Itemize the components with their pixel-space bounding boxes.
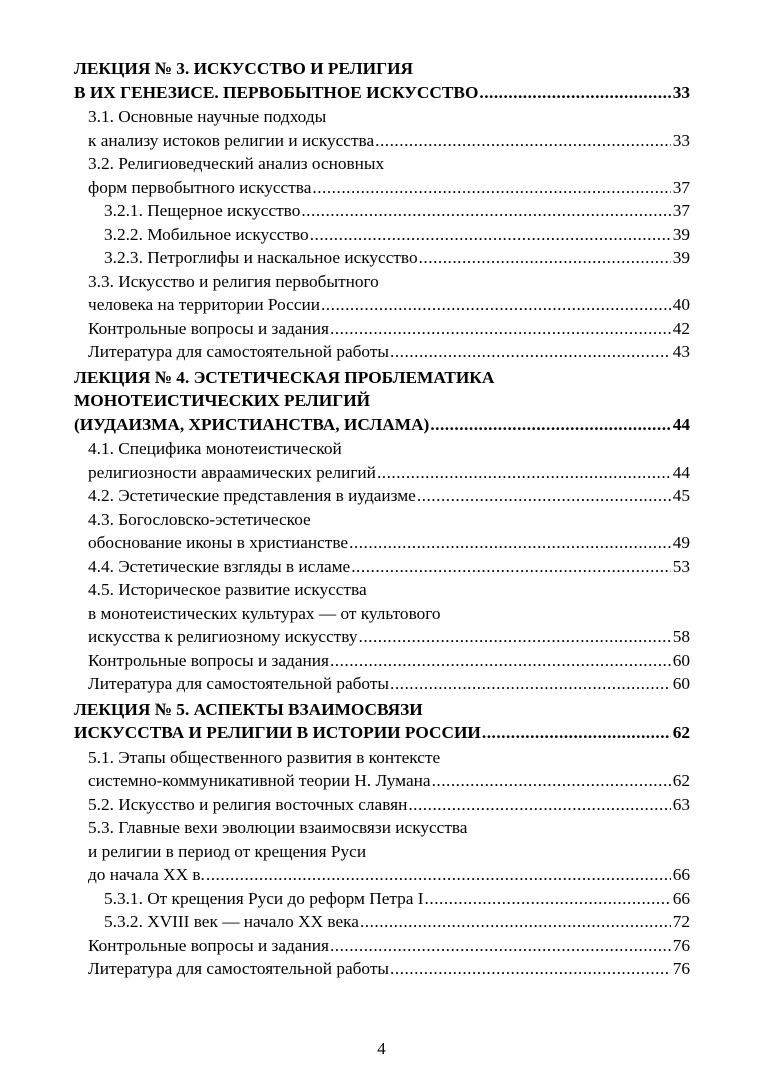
- toc-subsection[interactable]: [74, 246, 690, 270]
- dot-leader: [417, 484, 671, 508]
- dot-leader: [301, 199, 670, 223]
- entry-title-text: 5.3.1. От крещения Руси до реформ Петра I: [104, 888, 424, 908]
- entry-title-line: [88, 840, 690, 864]
- entry-title-line: [88, 531, 690, 555]
- entry-title-text: и религии в период от крещения Руси: [88, 841, 367, 861]
- entry-title-line: [104, 910, 690, 934]
- toc-subsection[interactable]: [74, 887, 690, 911]
- entry-title-line: [88, 152, 690, 176]
- page-ref[interactable]: 62: [672, 771, 690, 790]
- lecture-title-text: МОНОТЕИСТИЧЕСКИХ РЕЛИГИЙ: [74, 391, 371, 410]
- entry-title-text: 4.2. Эстетические представления в иудаизме: [88, 486, 416, 505]
- page-ref[interactable]: 33: [672, 130, 690, 150]
- page-ref[interactable]: 76: [672, 959, 690, 978]
- toc-section[interactable]: [74, 793, 690, 817]
- dot-leader: [479, 81, 670, 105]
- toc-section[interactable]: [74, 437, 690, 484]
- toc-section[interactable]: [74, 105, 690, 152]
- entry-title-text: системно-коммуникативной теории Н. Лумана: [88, 771, 431, 790]
- lecture-title-text: ЛЕКЦИЯ № 5. АСПЕКТЫ ВЗАИМОСВЯЗИ: [74, 699, 423, 719]
- page-ref[interactable]: 40: [672, 295, 690, 314]
- dot-leader: [359, 625, 671, 649]
- entry-title-line: [88, 769, 690, 793]
- dot-leader: [310, 223, 671, 247]
- entry-title-text: Литература для самостоятельной работы: [88, 959, 390, 978]
- page-ref[interactable]: 72: [672, 912, 690, 931]
- page-ref[interactable]: 39: [672, 248, 690, 267]
- entry-title-text: Литература для самостоятельной работы: [88, 674, 390, 693]
- toc-section[interactable]: [74, 508, 690, 555]
- lecture-entries: [74, 437, 690, 696]
- entry-title-text: 3.2.1. Пещерное искусство: [104, 201, 301, 220]
- table-of-contents: [74, 57, 690, 982]
- dot-leader: [375, 129, 671, 153]
- lecture-title-text: В ИХ ГЕНЕЗИСЕ. ПЕРВОБЫТНОЕ ИСКУССТВО: [74, 82, 479, 102]
- dot-leader: [330, 649, 671, 673]
- entry-title-line: [88, 461, 690, 485]
- entry-title-text: 5.3. Главные вехи эволюции взаимосвязи искусства: [88, 818, 468, 837]
- toc-section[interactable]: [74, 484, 690, 508]
- page-ref[interactable]: 45: [672, 486, 690, 505]
- dot-leader: [425, 887, 671, 911]
- page-ref[interactable]: 66: [672, 888, 690, 908]
- page-ref[interactable]: 43: [672, 342, 690, 361]
- entry-title-line: [88, 437, 690, 461]
- toc-section[interactable]: [74, 317, 690, 341]
- entry-title-text: 3.2.3. Петроглифы и наскальное искусство: [104, 248, 418, 267]
- toc-section[interactable]: [74, 746, 690, 793]
- entry-title-text: обоснование иконы в христианстве: [88, 533, 349, 552]
- entry-title-text: Контрольные вопросы и задания: [88, 318, 329, 338]
- dot-leader: [432, 769, 671, 793]
- toc-section[interactable]: [74, 934, 690, 958]
- lecture-title-line: [74, 81, 690, 105]
- page-ref[interactable]: 58: [672, 627, 690, 646]
- entry-title-line: [88, 129, 690, 153]
- dot-leader: [330, 934, 671, 958]
- entry-title-line: [88, 863, 690, 887]
- entry-title-line: [88, 508, 690, 532]
- lecture-title-text: ИСКУССТВА И РЕЛИГИИ В ИСТОРИИ РОССИИ: [74, 723, 481, 742]
- page-ref[interactable]: 66: [672, 865, 690, 884]
- dot-leader: [390, 672, 671, 696]
- entry-title-text: 4.4. Эстетические взгляды в исламе: [88, 556, 351, 576]
- entry-title-line: [88, 270, 690, 294]
- entry-title-line: [88, 625, 690, 649]
- lecture-title-line: [74, 721, 690, 745]
- page-ref[interactable]: 60: [672, 674, 690, 693]
- dot-leader: [390, 957, 671, 981]
- entry-title-line: [88, 105, 690, 129]
- page-ref[interactable]: 53: [672, 556, 690, 576]
- entry-title-text: в монотеистических культурах — от культового: [88, 603, 441, 623]
- entry-title-line: [88, 340, 690, 364]
- entry-title-text: 5.1. Этапы общественного развития в контексте: [88, 747, 441, 767]
- entry-title-line: [88, 649, 690, 673]
- toc-section[interactable]: [74, 649, 690, 673]
- entry-title-line: [88, 746, 690, 770]
- toc-section[interactable]: [74, 578, 690, 649]
- dot-leader: [390, 340, 671, 364]
- lecture-entries: [74, 105, 690, 364]
- entry-title-text: 5.3.2. XVIII век — начало XX века: [104, 912, 359, 931]
- lecture-entries: [74, 746, 690, 981]
- lecture-title-text: ЛЕКЦИЯ № 4. ЭСТЕТИЧЕСКАЯ ПРОБЛЕМАТИКА: [74, 367, 495, 387]
- dot-leader: [349, 531, 671, 555]
- toc-section[interactable]: [74, 816, 690, 887]
- dot-leader: [321, 293, 671, 317]
- entry-title-line: [88, 578, 690, 602]
- dot-leader: [312, 176, 670, 200]
- page-ref[interactable]: 39: [672, 224, 690, 244]
- entry-title-line: [88, 793, 690, 817]
- page-ref[interactable]: 62: [672, 723, 690, 742]
- entry-title-line: [88, 816, 690, 840]
- toc-subsection[interactable]: [74, 910, 690, 934]
- dot-leader: [430, 413, 670, 437]
- page-ref[interactable]: 49: [672, 533, 690, 552]
- entry-title-line: [88, 293, 690, 317]
- entry-title-text: 3.2.2. Мобильное искусство: [104, 224, 309, 244]
- entry-title-line: [88, 672, 690, 696]
- entry-title-text: 4.3. Богословско-эстетическое: [88, 509, 311, 529]
- toc-subsection[interactable]: [74, 199, 690, 223]
- toc-section[interactable]: [74, 672, 690, 696]
- toc-section[interactable]: [74, 957, 690, 981]
- entry-title-text: 5.2. Искусство и религия восточных славян: [88, 794, 408, 814]
- lecture-title-text: (ИУДАИЗМА, ХРИСТИАНСТВА, ИСЛАМА): [74, 414, 430, 434]
- entry-title-line: [104, 887, 690, 911]
- page-ref[interactable]: 42: [672, 318, 690, 338]
- page-ref[interactable]: 33: [672, 82, 690, 102]
- lecture-heading[interactable]: [74, 366, 690, 437]
- dot-leader: [377, 461, 671, 485]
- dot-leader: [408, 793, 670, 817]
- entry-title-line: [88, 555, 690, 579]
- entry-title-line: [88, 602, 690, 626]
- lecture-title-line: [74, 57, 690, 81]
- lecture-title-line: [74, 366, 690, 390]
- entry-title-line: [104, 199, 690, 223]
- lecture-title-line: [74, 389, 690, 413]
- entry-title-text: к анализу истоков религии и искусства: [88, 130, 375, 150]
- entry-title-text: искусства к религиозному искусству: [88, 627, 358, 646]
- page-ref[interactable]: 44: [672, 414, 690, 434]
- toc-section[interactable]: [74, 152, 690, 199]
- entry-title-text: 3.1. Основные научные подходы: [88, 107, 327, 126]
- lecture-heading[interactable]: [74, 698, 690, 745]
- entry-title-line: [104, 223, 690, 247]
- toc-section[interactable]: [74, 555, 690, 579]
- lecture-heading[interactable]: [74, 57, 690, 104]
- dot-leader: [360, 910, 671, 934]
- entry-title-line: [88, 317, 690, 341]
- entry-title-line: [88, 176, 690, 200]
- entry-title-text: религиозности авраамических религий: [88, 462, 376, 482]
- entry-title-text: форм первобытного искусства: [88, 177, 312, 197]
- dot-leader: [419, 246, 671, 270]
- entry-title-text: Контрольные вопросы и задания: [88, 650, 329, 670]
- entry-title-text: до начала XX в.: [88, 865, 205, 884]
- dot-leader: [330, 317, 671, 341]
- entry-title-text: 4.5. Историческое развитие искусства: [88, 580, 367, 599]
- dot-leader: [351, 555, 670, 579]
- page-ref[interactable]: 76: [672, 935, 690, 955]
- lecture-title-text: ЛЕКЦИЯ № 3. ИСКУССТВО И РЕЛИГИЯ: [74, 59, 414, 78]
- entry-title-text: Контрольные вопросы и задания: [88, 935, 329, 955]
- entry-title-text: 3.2. Религиоведческий анализ основных: [88, 154, 385, 173]
- page-number: 4: [377, 1039, 386, 1058]
- entry-title-line: [88, 484, 690, 508]
- entry-title-text: 3.3. Искусство и религия первобытного: [88, 271, 379, 291]
- entry-title-text: человека на территории России: [88, 295, 320, 314]
- lecture-title-line: [74, 413, 690, 437]
- entry-title-line: [88, 934, 690, 958]
- page-ref[interactable]: 44: [672, 462, 690, 482]
- toc-subsection[interactable]: [74, 223, 690, 247]
- entry-title-text: 4.1. Специфика монотеистической: [88, 439, 342, 458]
- page-ref[interactable]: 37: [672, 177, 690, 197]
- page-ref[interactable]: 60: [672, 650, 690, 670]
- entry-title-line: [104, 246, 690, 270]
- dot-leader: [482, 721, 671, 745]
- toc-section[interactable]: [74, 270, 690, 317]
- page-ref[interactable]: 63: [672, 794, 690, 814]
- dot-leader: [206, 863, 671, 887]
- lecture-title-line: [74, 698, 690, 722]
- page-ref[interactable]: 37: [672, 201, 690, 220]
- entry-title-line: [88, 957, 690, 981]
- entry-title-text: Литература для самостоятельной работы: [88, 342, 390, 361]
- toc-section[interactable]: [74, 340, 690, 364]
